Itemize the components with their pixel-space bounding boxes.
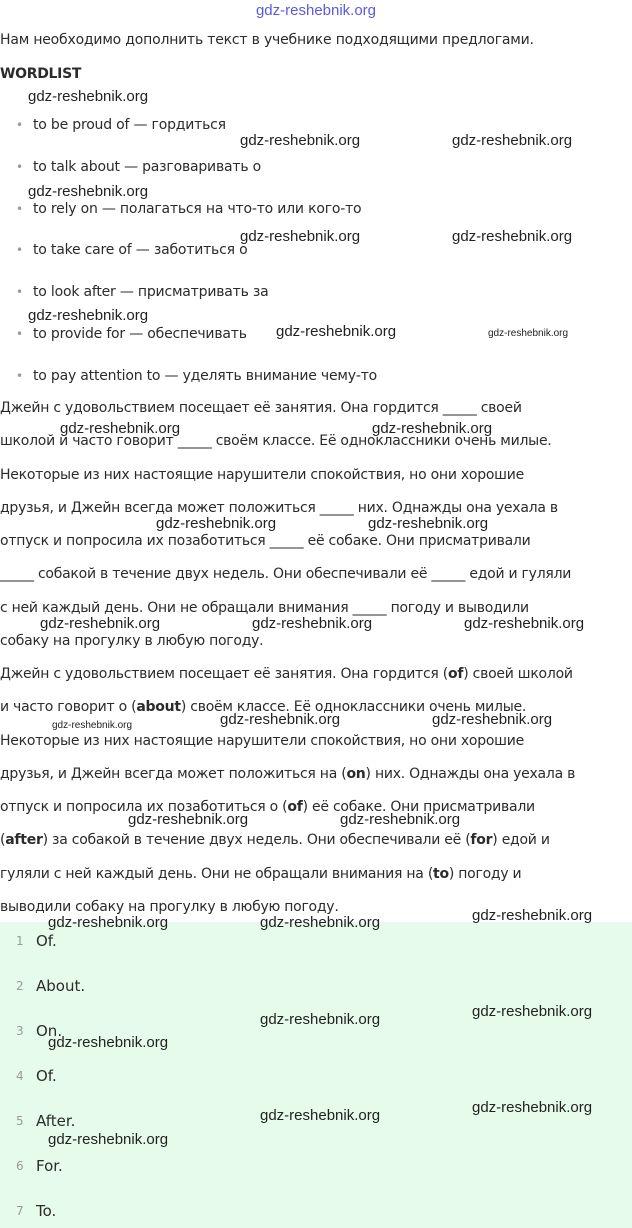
answer-item: 7 To. bbox=[16, 1202, 57, 1220]
answer-item: 1 Of. bbox=[16, 932, 57, 950]
answer-item: 6 For. bbox=[16, 1157, 63, 1175]
bullet-icon: • bbox=[16, 368, 23, 383]
watermark: gdz-reshebnik.org bbox=[432, 711, 553, 728]
answer-word: of bbox=[447, 666, 464, 682]
watermark: gdz-reshebnik.org bbox=[340, 811, 461, 828]
wordlist-item: • to be proud of — гордиться bbox=[0, 104, 632, 146]
watermark: gdz-reshebnik.org bbox=[52, 720, 133, 731]
task-line: _____ собакой в течение двух недель. Они обеспечивали её _____ едой и гуляли bbox=[0, 566, 572, 583]
watermark: gdz-reshebnik.org bbox=[368, 515, 489, 532]
answer-word: for bbox=[470, 832, 493, 849]
wordlist-item: • to rely on — полагаться на что-то или кого-то bbox=[0, 188, 632, 230]
answer-line: Джейн с удовольствием посещает её занятия. Она гордится (of) своей школой bbox=[0, 666, 573, 682]
bullet-icon: • bbox=[16, 201, 23, 216]
watermark: gdz-reshebnik.org bbox=[48, 1034, 169, 1051]
watermark: gdz-reshebnik.org bbox=[488, 328, 569, 339]
watermark: gdz-reshebnik.org bbox=[472, 1099, 593, 1116]
wordlist-item: • to look after — присматривать за bbox=[0, 271, 632, 313]
watermark: gdz-reshebnik.org bbox=[156, 515, 277, 532]
answer-line: гуляли с ней каждый день. Они не обращали внимания на (to) погоду и bbox=[0, 865, 522, 882]
watermark: gdz-reshebnik.org bbox=[48, 914, 169, 931]
site-header-link[interactable]: gdz-reshebnik.org bbox=[255, 2, 377, 19]
watermark: gdz-reshebnik.org bbox=[28, 88, 149, 105]
task-line: с ней каждый день. Они не обращали внимания _____ погоду и выводили bbox=[0, 599, 529, 616]
bullet-icon: • bbox=[16, 243, 23, 258]
watermark: gdz-reshebnik.org bbox=[452, 228, 573, 245]
watermark: gdz-reshebnik.org bbox=[128, 811, 249, 828]
watermark: gdz-reshebnik.org bbox=[260, 1011, 381, 1028]
watermark: gdz-reshebnik.org bbox=[220, 711, 341, 728]
watermark: gdz-reshebnik.org bbox=[260, 914, 381, 931]
answer-line: Некоторые из них настоящие нарушители спокойствия, но они хорошие bbox=[0, 732, 524, 749]
answer-line: (after) за собакой в течение двух недель. Они обеспечивали её (for) едой и bbox=[0, 832, 550, 849]
answer-line: отпуск и попросила их позаботиться о (of) её собаке. Они присматривали bbox=[0, 799, 535, 816]
answer-line: и часто говорит о (about) своём классе. Её одноклассники очень милые. bbox=[0, 699, 527, 716]
answer-word: about bbox=[136, 699, 181, 716]
bullet-icon: • bbox=[16, 285, 23, 300]
task-line: школой и часто говорит _____ своём классе. Её одноклассники очень милые. bbox=[0, 433, 552, 450]
watermark: gdz-reshebnik.org bbox=[60, 420, 181, 437]
answer-word: after bbox=[5, 832, 43, 849]
wordlist-item: • to take care of — заботиться о bbox=[0, 229, 632, 271]
watermark: gdz-reshebnik.org bbox=[252, 615, 373, 632]
answer-item: 5 After. bbox=[16, 1112, 76, 1130]
watermark: gdz-reshebnik.org bbox=[372, 420, 493, 437]
task-line: Некоторые из них настоящие нарушители спокойствия, но они хорошие bbox=[0, 466, 524, 483]
task-line: Джейн с удовольствием посещает её занятия. Она гордится _____ своей bbox=[0, 400, 522, 416]
watermark: gdz-reshebnik.org bbox=[464, 615, 585, 632]
watermark: gdz-reshebnik.org bbox=[48, 1131, 169, 1148]
wordlist-title: WORDLIST bbox=[0, 66, 82, 82]
task-line: отпуск и попросила их позаботиться _____ её собаке. Они присматривали bbox=[0, 533, 531, 550]
answer-item: 4 Of. bbox=[16, 1067, 57, 1085]
watermark: gdz-reshebnik.org bbox=[452, 132, 573, 149]
watermark: gdz-reshebnik.org bbox=[472, 1003, 593, 1020]
answers-panel bbox=[0, 922, 632, 1228]
watermark: gdz-reshebnik.org bbox=[260, 1107, 381, 1124]
bullet-icon: • bbox=[16, 159, 23, 174]
wordlist-item: • to talk about — разговаривать о bbox=[0, 146, 632, 188]
watermark: gdz-reshebnik.org bbox=[240, 132, 361, 149]
answer-item: 3 On. bbox=[16, 1022, 63, 1040]
watermark: gdz-reshebnik.org bbox=[28, 183, 149, 200]
answer-word: of bbox=[287, 799, 303, 816]
answer-line: друзья, и Джейн всегда может положиться на (on) них. Однажды она уехала в bbox=[0, 765, 576, 782]
intro-text: Нам необходимо дополнить текст в учебнике подходящими предлогами. bbox=[0, 32, 534, 48]
watermark: gdz-reshebnik.org bbox=[28, 307, 149, 324]
answer-paragraph bbox=[0, 658, 632, 924]
bullet-icon: • bbox=[16, 326, 23, 341]
watermark: gdz-reshebnik.org bbox=[276, 323, 397, 340]
watermark: gdz-reshebnik.org bbox=[240, 228, 361, 245]
answer-line: выводили собаку на прогулку в любую погоду. bbox=[0, 899, 339, 916]
watermark: gdz-reshebnik.org bbox=[472, 907, 593, 924]
bullet-icon: • bbox=[16, 118, 23, 132]
watermark: gdz-reshebnik.org bbox=[40, 615, 161, 632]
wordlist-item: • to provide for — обеспечивать bbox=[0, 313, 632, 355]
answer-word: on bbox=[346, 765, 366, 782]
wordlist-item: • to pay attention to — уделять внимание чему-то bbox=[0, 355, 632, 397]
answer-word: to bbox=[433, 865, 449, 882]
task-line: друзья, и Джейн всегда может положиться _____ них. Однажды она уехала в bbox=[0, 499, 558, 516]
task-line: собаку на прогулку в любую погоду. bbox=[0, 633, 264, 650]
answer-item: 2 About. bbox=[16, 977, 86, 995]
